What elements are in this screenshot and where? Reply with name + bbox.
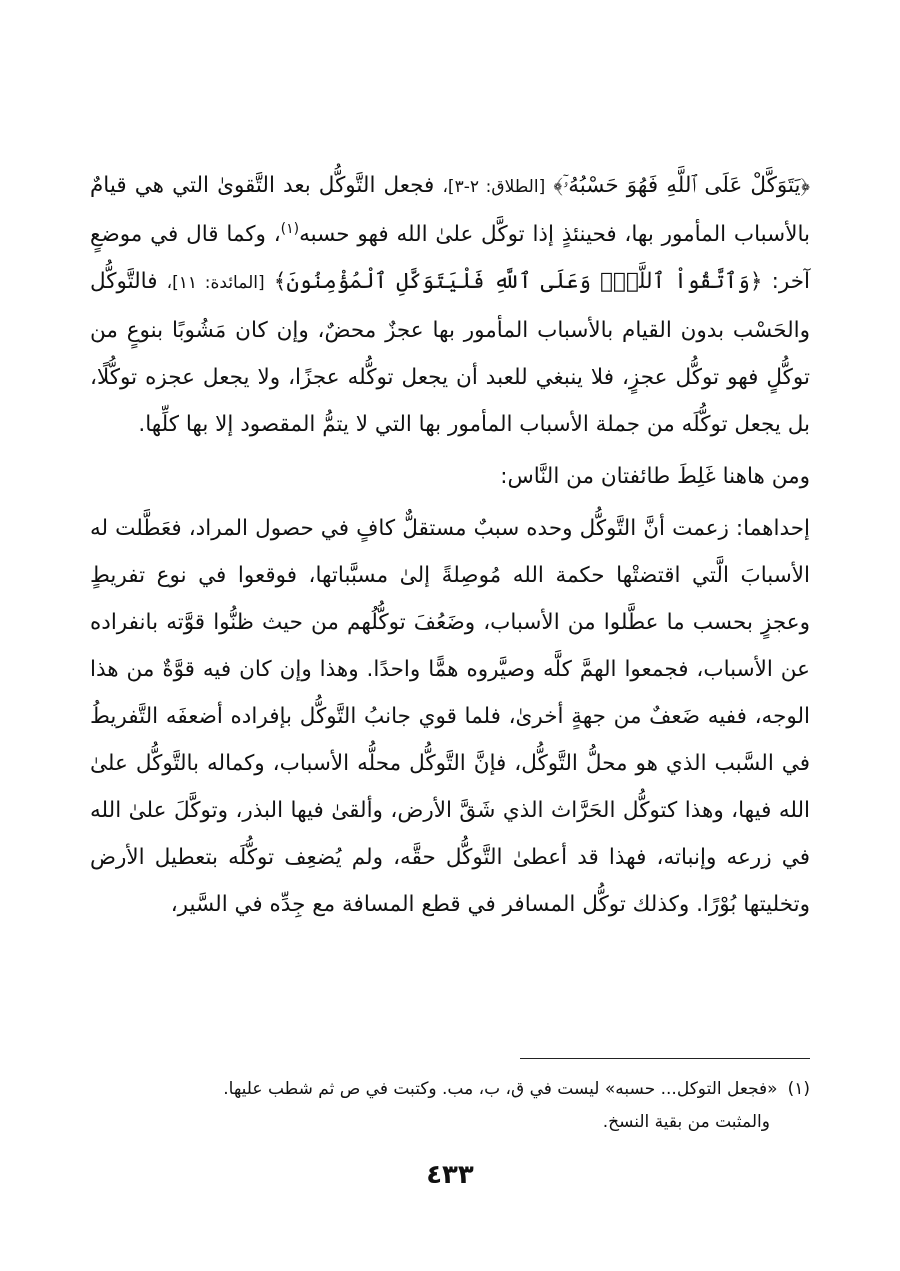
quran-verse-talaq: ﴿يَتَوَكَّلْ عَلَى ٱللَّهِ فَهُوَ حَسْبُهُۥٓ﴾ [553, 173, 810, 198]
paragraph-2: ومن هاهنا غَلِطَ طائفتان من النَّاس: [500, 464, 810, 489]
paragraph-3: إحداهما: زعمت أنَّ التَّوكُّل وحده سببٌ مستقلٌّ كافٍ في حصول المراد، فعَطَّلت له الأسبابَ الَّتي اقتضتْها حكمة الله مُوصِلةً إلىٰ مسبَّباتها، فوقعوا في نوع تفريطٍ وعجزٍ بحسب ما عطَّلوا من الأسباب، وضَعُفَ توكُّلُهم من حيث ظنُّوا قوَّته بانفراده عن الأسباب، فجمعوا الهمَّ كلَّه وصيَّروه همًّا واحدًا. وهذا وإن كان فيه قوَّةٌ من هذا الوجه، ففيه ضَعفٌ من جهةٍ أخرىٰ، فلما قوي جانبُ التَّوكُّل بإفراده أضعفَه التَّفريطُ في السَّبب الذي هو محلُّ التَّوكُّل، فإنَّ التَّوكُّل محلُّه الأسباب، وكماله بالتَّوكُّل علىٰ الله فيها، وهذا كتوكُّل الحَرَّاث الذي شَقَّ الأرض، وألقىٰ فيها البذر، وتوكَّلَ علىٰ الله في زرعه وإنباته، فهذا قد أعطىٰ التَّوكُّل حقَّه، ولم يُضعِف توكُّلَه بتعطيل الأرض وتخليتها بُوْرًا. وكذلك توكُّل المسافر في قطع المسافة مع جِدِّه في السَّير، [90, 516, 810, 917]
quran-verse-maidah: ﴿وَٱتَّقُواْ ٱللَّهَۚ وَعَلَى ٱللَّهِ فَلْيَتَوَكَّلِ ٱلْمُؤْمِنُونَ﴾ [273, 269, 763, 294]
footnote-marker[interactable]: (١) [280, 220, 300, 237]
footnote-line-1: «فجعل التوكل... حسبه» ليست في ق، ب، مب. وكتبت في ص ثم شطب عليها. [223, 1079, 778, 1099]
verse-reference-maidah: [المائدة: ١١]، [166, 273, 265, 293]
main-text [90, 162, 810, 928]
footnote-divider [520, 1058, 810, 1059]
paragraph-1-text-b: ، وكما قال في موضعٍ آخر: [90, 222, 810, 294]
paragraph-1-text-c: فالتَّوكُّل والحَسْب بدون القيام بالأسباب المأمور بها عجزٌ محضٌ، وإن كان مَشُوبًا بنوعٍ من توكُّلٍ فهو توكُّل عجزٍ، فلا ينبغي للعبد أن يجعل توكُّله عجزًا، ولا يجعل عجزه توكُّلًا، بل يجعل توكُّلَه من جملة الأسباب المأمور بها التي لا يتمُّ المقصود إلا بها كلِّها. [90, 269, 810, 437]
paragraph-1-text-a: فجعل التَّوكُّل بعد التَّقوىٰ التي هي قيامٌ بالأسباب المأمور بها، فحينئذٍ إذا توكَّل علىٰ الله فهو حسبه [90, 173, 810, 247]
paragraph-1 [90, 162, 810, 448]
page-number: ٤٣٣ [426, 1160, 474, 1190]
footnote-number: (١) [787, 1079, 810, 1099]
footnote [90, 1073, 810, 1139]
verse-reference-talaq: [الطلاق: ٢-٣]، [442, 177, 546, 197]
footnote-line-2: والمثبت من بقية النسخ. [602, 1112, 770, 1132]
